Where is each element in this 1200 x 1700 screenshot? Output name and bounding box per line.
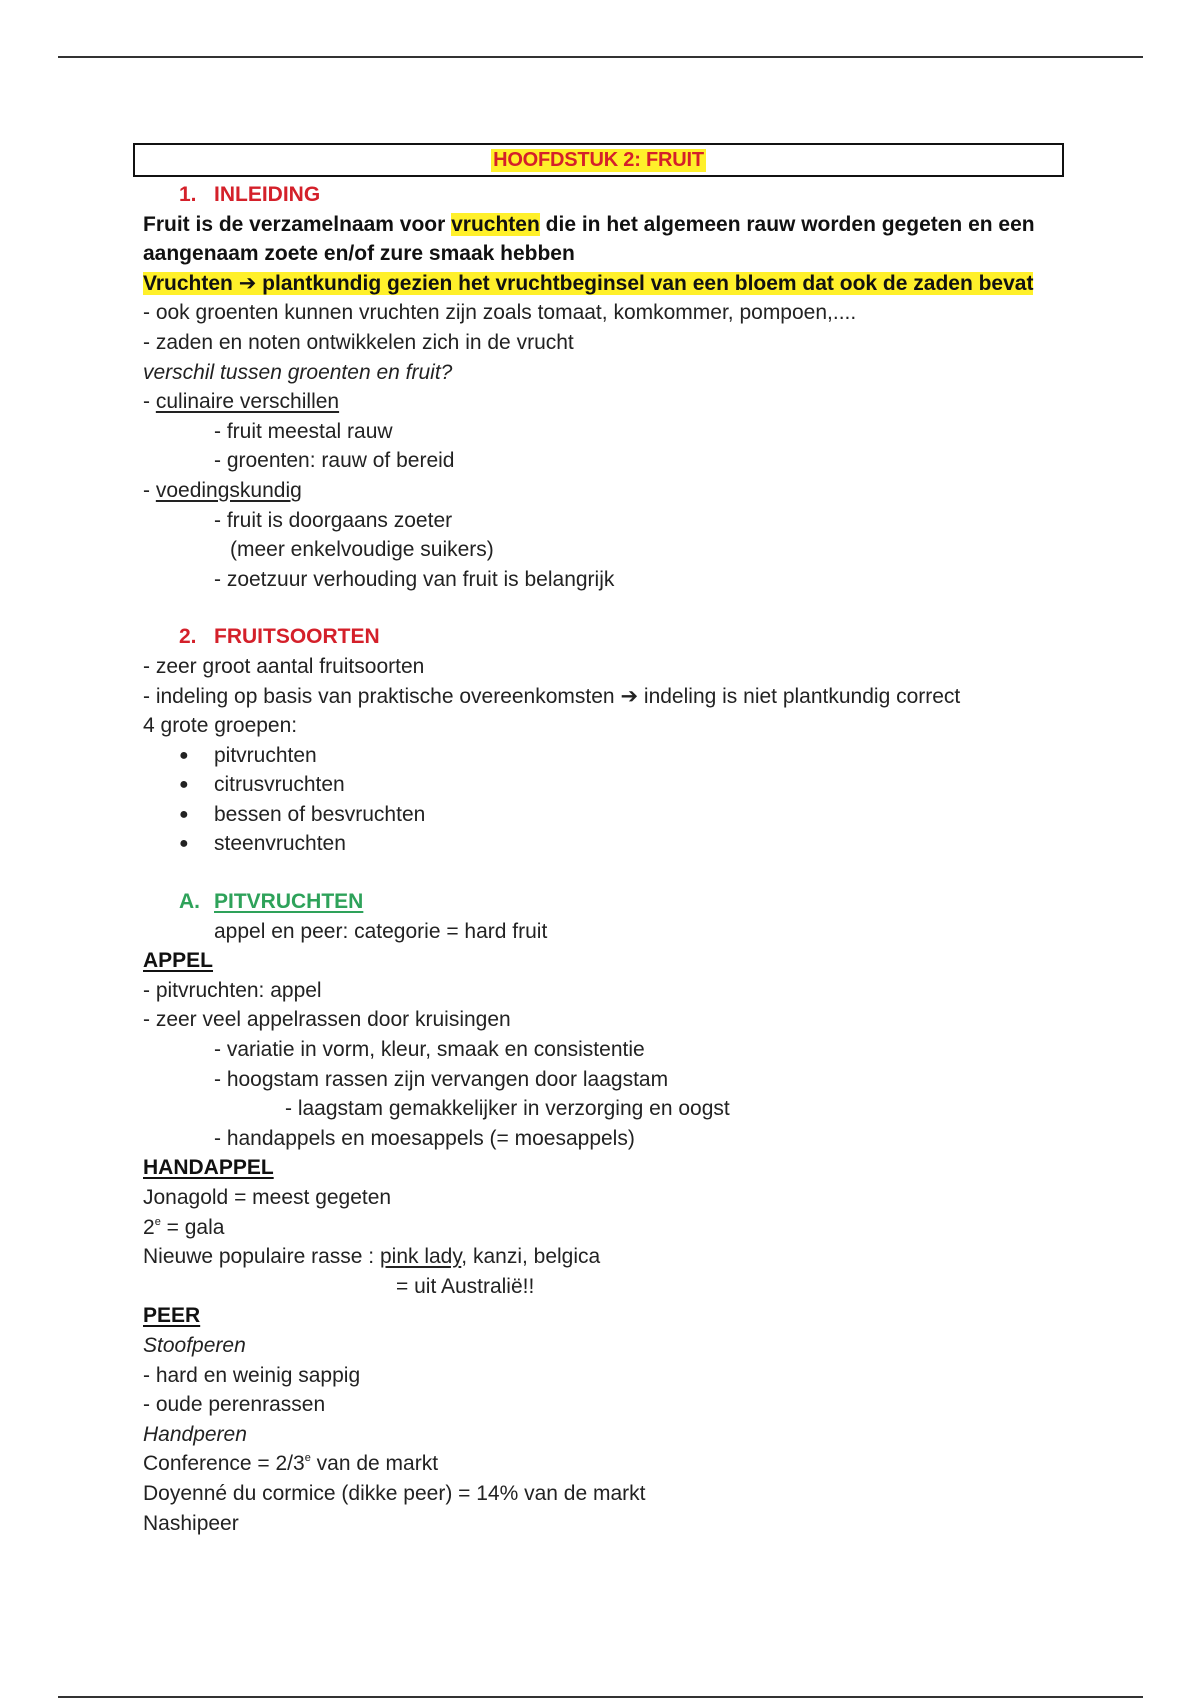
text-line: - oude perenrassen bbox=[143, 1393, 326, 1417]
text-line: - variatie in vorm, kleur, smaak en consistentie bbox=[214, 1038, 645, 1062]
text-line: Doyenné du cormice (dikke peer) = 14% van de markt bbox=[143, 1481, 646, 1505]
list-item: ● bessen of besvruchten bbox=[143, 800, 1083, 830]
document-body bbox=[143, 180, 1083, 1538]
subheading-peer: PEER bbox=[143, 1304, 201, 1328]
text-line: - hoogstam rassen zijn vervangen door laagstam bbox=[214, 1067, 669, 1091]
text-line: Jonagold = meest gegeten bbox=[143, 1186, 392, 1209]
question-line: verschil tussen groenten en fruit? bbox=[143, 360, 453, 384]
text-line: - groenten: rauw of bereid bbox=[214, 449, 455, 473]
text-line: appel en peer: categorie = hard fruit bbox=[214, 919, 548, 943]
fruit-definition-line-2: aangenaam zoete en/of zure smaak hebben bbox=[143, 242, 575, 266]
fruit-definition-line-1: Fruit is de verzamelnaam voor vruchten die in het algemeen rauw worden gegeten en een bbox=[143, 212, 1035, 236]
text-line: Conference = $2/3^e$ van de markt bbox=[143, 1452, 439, 1476]
text-line: - laagstam gemakkelijker in verzorging en oogst bbox=[285, 1097, 730, 1121]
chapter-title-box bbox=[133, 143, 1064, 177]
text-line: - zaden en noten ontwikkelen zich in de vrucht bbox=[143, 330, 574, 354]
highlight-vruchten: vruchten bbox=[451, 212, 540, 236]
bullet-icon: ● bbox=[179, 746, 189, 764]
text-line: - pitvruchten: appel bbox=[143, 978, 322, 1002]
subheading-appel: APPEL bbox=[143, 949, 214, 973]
page-bottom-rule bbox=[58, 1696, 1143, 1698]
text-line: Nashipeer bbox=[143, 1511, 239, 1535]
bullet-icon: ● bbox=[179, 805, 189, 823]
page-top-rule bbox=[58, 56, 1143, 58]
vruchten-definition: Vruchten ➔ plantkundig gezien het vruchtbeginsel van een bloem dat ook de zaden bevat bbox=[143, 271, 1034, 295]
subheading-handperen: Handperen bbox=[143, 1422, 247, 1446]
text-line: - zoetzuur verhouding van fruit is belangrijk bbox=[214, 567, 615, 591]
text-line: - indeling op basis van praktische overeenkomsten ➔ indeling is niet plantkundig correct bbox=[143, 684, 961, 708]
text-line: 4 grote groepen: bbox=[143, 714, 298, 738]
text-line: - fruit is doorgaans zoeter bbox=[214, 508, 453, 532]
subheading-voeding: - voedingskundig bbox=[143, 478, 302, 502]
list-item: ● steenvruchten bbox=[143, 829, 1083, 859]
text-line: - ook groenten kunnen vruchten zijn zoals tomaat, komkommer, pompoen,.... bbox=[143, 301, 857, 325]
text-line: - hard en weinig sappig bbox=[143, 1363, 361, 1387]
section-heading-pitvruchten: A. PITVRUCHTEN bbox=[179, 890, 364, 914]
text-line: $2^e$ = gala bbox=[143, 1215, 225, 1239]
list-item: ● pitvruchten bbox=[143, 741, 1083, 771]
text-line: - handappels en moesappels (= moesappels) bbox=[214, 1126, 635, 1150]
chapter-title: HOOFDSTUK 2: FRUIT bbox=[493, 148, 704, 171]
section-heading-inleiding: 1. INLEIDING bbox=[179, 183, 321, 206]
arrow-right-icon: ➔ bbox=[238, 271, 257, 295]
subheading-handappel: HANDAPPEL bbox=[143, 1156, 274, 1180]
text-line: - fruit meestal rauw bbox=[214, 419, 393, 443]
text-line: (meer enkelvoudige suikers) bbox=[230, 538, 494, 562]
bullet-icon: ● bbox=[179, 835, 189, 853]
subheading-culinair: - culinaire verschillen bbox=[143, 390, 340, 414]
bullet-icon: ● bbox=[179, 776, 189, 794]
subheading-stoofperen: Stoofperen bbox=[143, 1333, 246, 1357]
text-line: - zeer veel appelrassen door kruisingen bbox=[143, 1008, 511, 1032]
text-line: = uit Australië!! bbox=[396, 1274, 535, 1298]
section-heading-fruitsoorten: 2. FRUITSOORTEN bbox=[179, 625, 380, 649]
text-line: - zeer groot aantal fruitsoorten bbox=[143, 654, 425, 678]
text-line: Nieuwe populaire rasse : pink lady, kanzi, belgica bbox=[143, 1245, 601, 1269]
list-item: ● citrusvruchten bbox=[143, 770, 1083, 800]
arrow-right-icon: ➔ bbox=[620, 684, 639, 708]
